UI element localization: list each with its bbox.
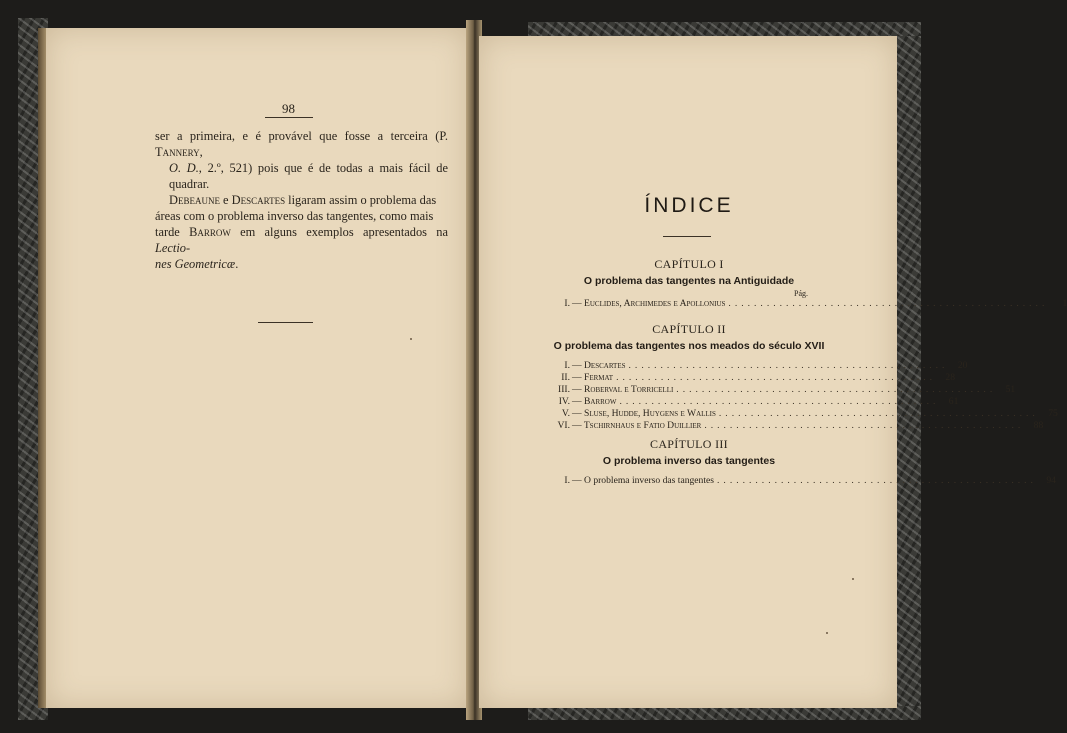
entry-number: I. — [564, 298, 570, 309]
entry-title: — Descartes — [572, 360, 626, 371]
line-text: , 2.º, 521) pois que é de todas a mais fácil de quadrar. — [169, 161, 448, 191]
toc-entry — [540, 420, 1044, 433]
paper-speck — [852, 578, 854, 580]
leader-dots: .................................................. — [628, 360, 949, 371]
paragraph-line-3 — [155, 192, 448, 208]
entry-title: — Fermat — [572, 372, 614, 383]
toc-entry — [540, 475, 1056, 488]
paper-speck — [826, 632, 828, 634]
line-text: , — [199, 145, 203, 159]
entry-number: III. — [558, 384, 570, 395]
leader-dots: .................................................. — [676, 384, 997, 395]
entry-title: — Barrow — [572, 396, 617, 407]
line-text: e — [219, 193, 232, 207]
entry-number: V. — [561, 408, 570, 419]
paragraph-line-1 — [155, 128, 448, 160]
citation-italic: O. D. — [169, 161, 199, 175]
page-number: 98 — [282, 101, 295, 116]
leader-dots: .................................................. — [619, 396, 940, 407]
author-name-debeaune: Debeaune — [169, 193, 220, 207]
leader-dots: .................................................. — [718, 408, 1039, 419]
entry-number: VI. — [557, 420, 570, 431]
author-name-descartes: Descartes — [231, 193, 286, 207]
chapter-1-heading: CAPÍTULO I — [654, 257, 724, 271]
chapter-1-subtitle: O problema das tangentes na Antiguidade — [583, 275, 795, 287]
page-column-label: Pág. — [794, 289, 808, 298]
line-text: ligaram assim o problema das — [285, 193, 437, 207]
entry-number: II. — [561, 372, 570, 383]
chapter-2-subtitle: O problema das tangentes nos meados do século XVII — [553, 340, 825, 352]
top-marbled-edge — [528, 22, 921, 36]
leader-dots: .................................................. — [616, 372, 936, 383]
entry-title: — Tschirnhaus e Fatio Duillier — [572, 420, 702, 431]
page-number-rule — [265, 117, 313, 118]
entry-page: 94 — [1046, 475, 1056, 486]
chapter-2-heading: CAPÍTULO II — [652, 322, 726, 336]
left-page-paragraph — [155, 128, 448, 272]
paragraph-line-5 — [155, 224, 448, 256]
leader-dots: .................................................. — [728, 298, 1049, 309]
entry-page: 61 — [948, 396, 959, 407]
chapter-3-subtitle: O problema inverso das tangentes — [602, 455, 776, 467]
bottom-marbled-edge — [528, 706, 921, 720]
entry-page: 51 — [1005, 384, 1016, 395]
paragraph-line-2 — [155, 160, 448, 192]
author-name-barrow: Barrow — [189, 225, 231, 239]
book-title-italic: nes Geometricæ — [155, 257, 236, 271]
toc-entry — [540, 298, 1067, 311]
end-rule — [258, 322, 313, 323]
line-text: ser a primeira, e é provável que fosse a terceira (P. — [155, 129, 448, 143]
book-title-italic: Lectio- — [155, 241, 191, 255]
entry-number: IV. — [558, 396, 570, 407]
line-text: em alguns exemplos apresentados na — [230, 225, 448, 239]
line-text: . — [235, 257, 239, 271]
paper-speck — [410, 338, 412, 340]
entry-page: 20 — [957, 360, 968, 371]
entry-title: — Sluse, Hudde, Huygens e Wallis — [572, 408, 716, 419]
paragraph-line-4: áreas com o problema inverso das tangentes, como mais — [155, 209, 434, 223]
entry-title: — Roberval e Torricelli — [572, 384, 674, 395]
entry-title: — O problema inverso das tangentes — [572, 475, 715, 486]
line-text: tarde — [155, 225, 190, 239]
entry-page: 75 — [1048, 408, 1058, 419]
leader-dots: .................................................. — [717, 475, 1037, 486]
entry-number: I. — [564, 360, 570, 371]
index-title: ÍNDICE — [644, 194, 734, 217]
author-name-tannery: Tannery — [155, 145, 200, 159]
paragraph-line-6 — [155, 256, 448, 272]
entry-title: — Euclides, Archimedes e Apollonius — [572, 298, 726, 309]
entry-page: 88 — [1033, 420, 1044, 431]
entry-page: 28 — [945, 372, 955, 383]
entry-number: I. — [564, 475, 570, 486]
entry-page: 1 — [1062, 298, 1067, 309]
title-rule — [663, 236, 711, 237]
leader-dots: .................................................. — [704, 420, 1025, 431]
chapter-3-heading: CAPÍTULO III — [650, 437, 728, 451]
